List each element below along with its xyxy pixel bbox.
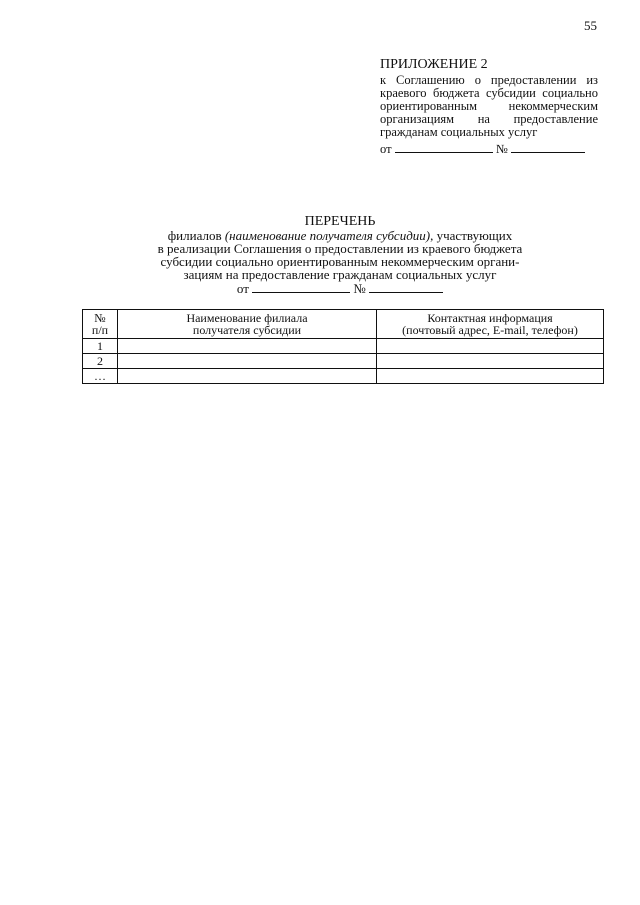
appendix-header xyxy=(380,58,598,156)
list-date-prefix: от xyxy=(236,281,249,296)
list-line-1: филиалов (наименование получателя субсидии), участвующих xyxy=(167,228,513,243)
row-branch-name xyxy=(118,369,377,384)
branches-table xyxy=(82,309,604,384)
appendix-title: ПРИЛОЖЕНИЕ 2 xyxy=(380,57,488,72)
appendix-number-sign: № xyxy=(495,142,508,156)
header-branch-name: Наименование филиала получателя субсидии xyxy=(118,310,377,339)
list-line-3: субсидии социально ориентированным некоммерческим органи- xyxy=(160,254,520,269)
row-contact-info xyxy=(377,354,604,369)
list-date-line xyxy=(100,281,580,295)
page-number: 55 xyxy=(584,18,597,33)
list-heading xyxy=(100,215,580,295)
list-number-sign: № xyxy=(353,281,366,296)
row-num: … xyxy=(83,369,118,384)
header-contact-info: Контактная информация (почтовый адрес, E-mail, телефон) xyxy=(377,310,604,339)
row-num: 2 xyxy=(83,354,118,369)
table-row xyxy=(83,354,604,369)
appendix-number-blank xyxy=(511,141,585,153)
table-header-row xyxy=(83,310,604,339)
row-contact-info xyxy=(377,339,604,354)
appendix-date-line xyxy=(380,141,598,156)
list-line-2: в реализации Соглашения о предоставлении из краевого бюджета xyxy=(157,241,523,256)
appendix-date-prefix: от xyxy=(380,142,392,156)
row-branch-name xyxy=(118,354,377,369)
header-num: № п/п xyxy=(83,310,118,339)
table-row xyxy=(83,339,604,354)
list-title: ПЕРЕЧЕНЬ xyxy=(304,214,376,229)
appendix-date-blank xyxy=(395,141,493,153)
row-contact-info xyxy=(377,369,604,384)
table-row xyxy=(83,369,604,384)
list-number-blank xyxy=(369,281,443,293)
list-date-blank xyxy=(252,281,350,293)
appendix-text: к Соглашению о предоставлении из краевого бюджета субсидии социально ориентированным некоммерческим организациям на предоставление гражданам социальных услуг xyxy=(380,73,598,139)
recipient-placeholder: (наименование получателя субсидии) xyxy=(224,228,431,243)
row-branch-name xyxy=(118,339,377,354)
list-line-4: зациям на предоставление гражданам социальных услуг xyxy=(183,267,497,282)
row-num: 1 xyxy=(83,339,118,354)
